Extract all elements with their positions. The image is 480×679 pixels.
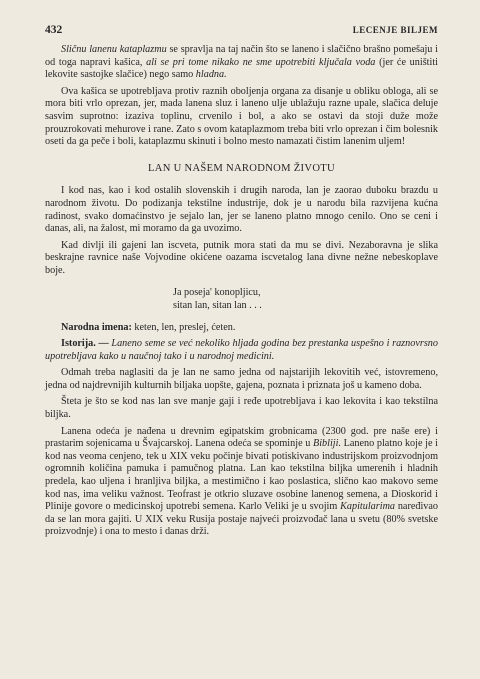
paragraph-kasica-usage: Ova kašica se upotrebljava protiv raznih oboljenja organa za disanje u obliku obloga, ali se mora biti vrlo oprezan, jer, mada lanena sluz i laneno ulje ublažuju razne upale, slačica deluje sasvim suprotno: izaziva toplinu, crvenilo i bol, a ako se ostavi da stoji duže može prouzrokovati mehurove i rane. Zato s ovom kataplazmom treba biti vrlo oprezan i čim bolesnik oseti da ga peče i boli, kataplazmu skinuti i bolno mesto namazati čistim lanenim uljem! [45, 85, 438, 148]
italic-phrase: Kapitularima [340, 501, 396, 513]
italic-phrase: Bibliji. [312, 438, 341, 450]
folk-names-label: Narodna imena: [61, 321, 132, 333]
paragraph-kataplazma [45, 44, 438, 82]
italic-phrase: Sličnu lanenu kataplazmu [61, 44, 167, 55]
page-number: 432 [45, 24, 63, 36]
folk-names-text: keten, len, preslej, ćeten. [131, 321, 236, 333]
text-run: se spravlja na taj način što se laneno i slačično brašno pomešaju i od toga napravi kašica, [45, 44, 438, 68]
text-run: naređivao da se lan mora gajiti. U XIX veku Rusija postaje najveći proizvođač lana u svetu (80% svetske proizvodnje) i ona to mesto i danas drži. [45, 501, 438, 538]
history-label: Istorija. — [61, 338, 109, 350]
page-body [45, 44, 438, 543]
verse-line: Ja poseja' konopljicu, [173, 286, 261, 298]
italic-phrase: ali se pri tome nikako ne sme upotrebiti ključala voda [146, 56, 376, 68]
paragraph-folk-names [45, 322, 438, 335]
page-header [45, 24, 438, 38]
history-text: Laneno seme se već nekoliko hljada godina bez prestanka uspešno i raznovrsno upotrebljava kako u naučnoj tako i u narodnoj medicini. [45, 338, 438, 362]
paragraph-intro: I kod nas, kao i kod ostalih slovenskih i drugih naroda, lan je zaorao duboku brazdu u narodnom životu. Do podizanja tekstilne industrije, dok je u narodu bila razvijena kućna radinost, svako domaćinstvo je sejalo lan, jer se laneno platno mnogo cenilo. Ono se ceni i danas, ali, na žalost, mi moramo da ga uvozimo. [45, 185, 438, 235]
paragraph-history-detail [45, 426, 438, 539]
verse-line: sitan lan, sitan lan . . . [173, 299, 262, 311]
paragraph-decline: Šteta je što se kod nas lan sve manje gaji i ređe upotrebljava i kao lekovita i kao tekstilna biljka. [45, 396, 438, 421]
text-run: Laneno platno koje je i kod nas veoma cenjeno, tek u XIX veku počinje bivati potiskivano industrijskom proizvodnjom ogromnih količina pamuka i pamučnog platna. Lan kao tekstilna biljka umerenih i hladnih predela, kao uljena i hranljiva biljka, a mestimično i kao poslastica, slično kao makovo seme kod nas, ima veliku važnost. Teofrast je otkrio sluzave osobine lanenog semena, a Dioskorid i Plinije govore o medicinskoj upotrebi semena. Karlo Veliki je u svojim [45, 438, 438, 513]
text-run: Lanena odeća je nađena u drevnim egipatskim grobnicama (2300 god. pre naše ere) i prastarim sojenicama u Švajcarskoj. Lanena odeća se spominje u [45, 425, 438, 450]
paragraph-vojvodina: Kad divlji ili gajeni lan iscveta, putnik mora stati da mu se divi. Nezaboravna je slika beskrajne ravnice naše Vojvodine okićene oazama iscvetalog lana divne nežne nebeskoplave boje. [45, 239, 438, 276]
italic-phrase: hladna. [195, 69, 227, 81]
folk-verse [45, 286, 438, 312]
running-head: LECENJE BILJEM [352, 25, 438, 35]
paragraph-history [45, 338, 438, 363]
paragraph-oldest-plant: Odmah treba naglasiti da je lan ne samo jedna od najstarijih lekovitih već, istovremeno, jedna od najdrevnijih kulturnih biljaka uopšte, gajena, poznata i priznata još u kameno doba. [45, 367, 438, 391]
text-run: (jer će uništiti lekovite sastojke slačice) nego samo [45, 56, 438, 81]
section-heading: LAN U NAŠEM NARODNOM ŽIVOTU [147, 162, 335, 174]
